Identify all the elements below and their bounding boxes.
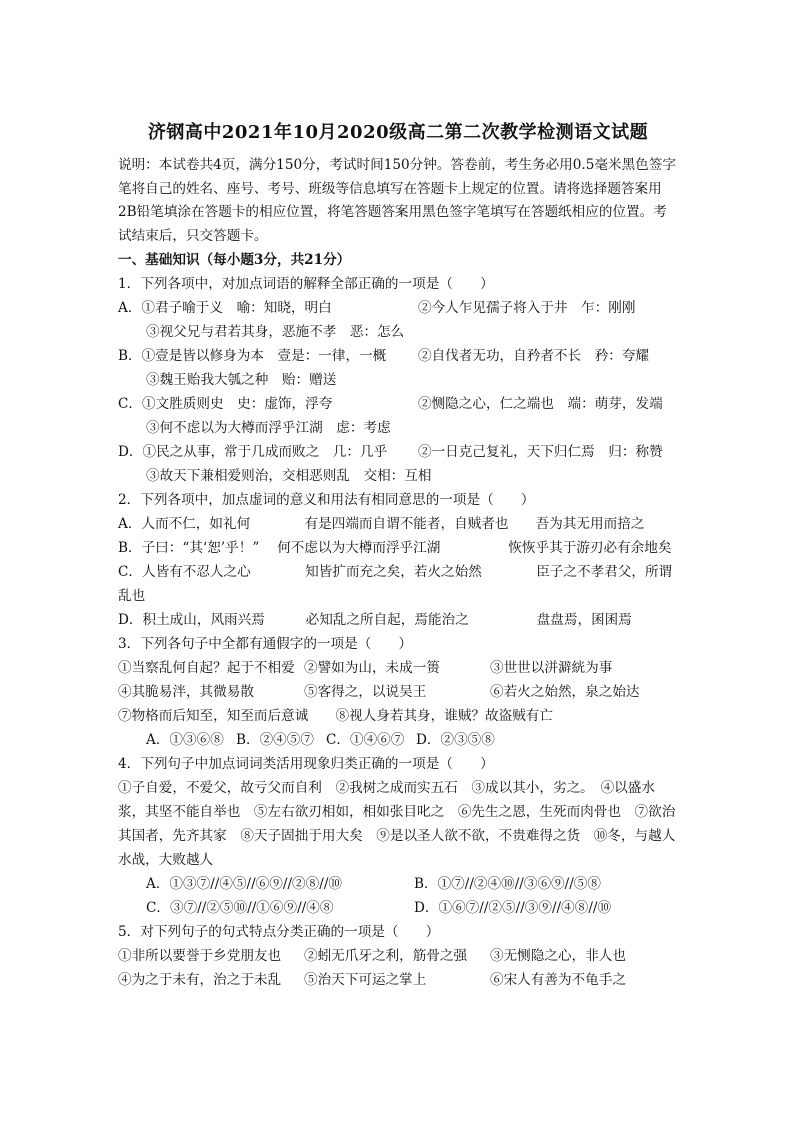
- q2-option-c: C．人皆有不忍人之心 知皆扩而充之矣，若火之始然 臣子之不孝君父，所谓乱也: [118, 564, 673, 604]
- q1-c-item-1: C．①文胜质则史 史：虚饰，浮夸: [118, 396, 333, 412]
- q5-sentence-1: ①非所以要誉于乡党朋友也: [118, 948, 282, 964]
- section-heading: 一、基础知识（每小题3分，共21分）: [118, 252, 351, 268]
- q5-sentence-4: ④为之于未有，治之于未乱: [118, 972, 282, 988]
- q1-a-item-2: ②今人乍见孺子将入于井 乍：刚刚: [418, 300, 636, 316]
- q2-option-a: A．人而不仁，如礼何 有是四端而自谓不能者，自贼者也 吾为其无用而掊之: [118, 516, 645, 532]
- q3-sentence-2: ②譬如为山，未成一篑: [304, 660, 440, 676]
- q3-option-b: B．②④⑤⑦: [236, 732, 314, 748]
- q5-sentence-3: ③无恻隐之心，非人也: [490, 948, 626, 964]
- q1-c-item-2: ②恻隐之心，仁之端也 端：萌芽，发端: [418, 396, 663, 412]
- exam-content: [118, 118, 678, 992]
- q1-option-d: [118, 440, 678, 464]
- q4-option-d: D．①⑥⑦//②⑤//③⑨//④⑧//⑩: [414, 900, 612, 916]
- q1-d-item-1: D．①民之从事，常于几成而败之 几：几乎: [118, 444, 388, 460]
- q4-options-row-2: [118, 896, 678, 920]
- question-3-stem: 3．下列各句子中全都有通假字的一项是（ ）: [118, 636, 413, 652]
- q1-b-item-1: B．①壹是皆以修身为本 壹是：一律，一概: [118, 348, 387, 364]
- q4-sentences: ①子自爱，不爱父，故亏父而自利 ②我树之成而实五石 ③成以其小，劣之。 ④以盛水浆，其坚不能自举也 ⑤左右欲刃相如，相如张目叱之 ⑥先生之恩，生死而肉骨也 ⑦欲治其国者，先齐其家 ⑧天子固拙于用大矣 ⑨是以圣人欲不欲，不贵难得之货 ⑩冬，与越人水战，大败越人: [118, 780, 676, 868]
- exam-instructions: 说明：本试卷共4页，满分150分，考试时间150分钟。答卷前，考生务必用0.5毫米黑色签字笔将自己的姓名、座号、考号、班级等信息填写在答题卡上规定的位置。请将选择题答案用2B铅笔填涂在答题卡的相应位置，将笔答题答案用黑色签字笔填写在答题纸相应的位置。考试结束后，只交答题卡。: [118, 157, 676, 244]
- q1-option-a: [118, 296, 678, 320]
- q1-b-item-2: ②自伐者无功，自矜者不长 矜：夸耀: [418, 348, 650, 364]
- q1-d-item-2: ②一日克己复礼，天下归仁焉 归：称赞: [418, 444, 663, 460]
- q5-sentence-5: ⑤治天下可运之掌上: [304, 972, 427, 988]
- question-4-stem: 4．下列句子中加点词词类活用现象归类正确的一项是（ ）: [118, 756, 494, 772]
- q4-option-a: A．①③⑦//④⑤//⑥⑨//②⑧//⑩: [146, 876, 342, 892]
- q3-sentences-row-3: ⑦物格而后知至，知至而后意诚 ⑧视人身若其身，谁贼？故盗贼有亡: [118, 708, 553, 724]
- q1-option-c: [118, 392, 678, 416]
- q3-option-d: D．②③⑤⑧: [416, 732, 495, 748]
- q1-d-item-3: ③故天下兼相爱则治，交相恶则乱 交相：互相: [146, 468, 432, 484]
- q3-option-a: A．①③⑥⑧: [146, 732, 224, 748]
- q5-sentences-row-1: [118, 944, 678, 968]
- q3-sentence-4: ④其脆易泮，其微易散: [118, 684, 254, 700]
- q1-option-b: [118, 344, 678, 368]
- q3-sentence-5: ⑤客得之，以说吴王: [304, 684, 427, 700]
- q1-a-item-1: A．①君子喻于义 喻：知晓，明白: [118, 300, 332, 316]
- question-5-stem: 5．对下列句子的句式特点分类正确的一项是（ ）: [118, 924, 440, 940]
- q3-sentences-row-1: [118, 656, 678, 680]
- q1-a-item-3: ③视父兄与君若其身，恶施不孝 恶：怎么: [146, 324, 405, 340]
- exam-title: 济钢高中2021年10月2020级高二第二次教学检测语文试题: [147, 122, 649, 143]
- q3-option-c: C．①④⑥⑦: [326, 732, 405, 748]
- q5-sentence-6: ⑥宋人有善为不龟手之: [490, 972, 626, 988]
- q2-option-b: B．子曰：“其‘恕’乎！” 何不虑以为大樽而浮乎江湖 恢恢乎其于游刃必有余地矣: [118, 540, 672, 556]
- q4-option-b: B．①⑦//②④⑩//③⑥⑨//⑤⑧: [414, 876, 601, 892]
- q1-c-item-3: ③何不虑以为大樽而浮乎江湖 虑：考虑: [146, 420, 391, 436]
- q3-sentence-6: ⑥若火之始然，泉之始达: [490, 684, 640, 700]
- q1-b-item-3: ③魏王贻我大瓠之种 贻：赠送: [146, 372, 337, 388]
- q5-sentence-2: ②蚓无爪牙之利，筋骨之强: [304, 948, 468, 964]
- question-1-stem: 1．下列各项中，对加点词语的解释全部正确的一项是（ ）: [118, 276, 494, 292]
- q3-sentences-row-2: [118, 680, 678, 704]
- q3-sentence-1: ①当察乱何自起？起于不相爱: [118, 660, 295, 676]
- q4-options-row-1: [118, 872, 678, 896]
- q2-option-d: D．积土成山，风雨兴焉 必知乱之所自起，焉能治之 盘盘焉，囷囷焉: [118, 612, 632, 628]
- q3-options: [118, 728, 678, 752]
- q5-sentences-row-2: [118, 968, 678, 992]
- q4-option-c: C．③⑦//②⑤⑩//①⑥⑨//④⑧: [146, 900, 334, 916]
- question-2-stem: 2．下列各项中，加点虚词的意义和用法有相同意思的一项是（ ）: [118, 492, 535, 508]
- q3-sentence-3: ③世世以洴澼絖为事: [490, 660, 613, 676]
